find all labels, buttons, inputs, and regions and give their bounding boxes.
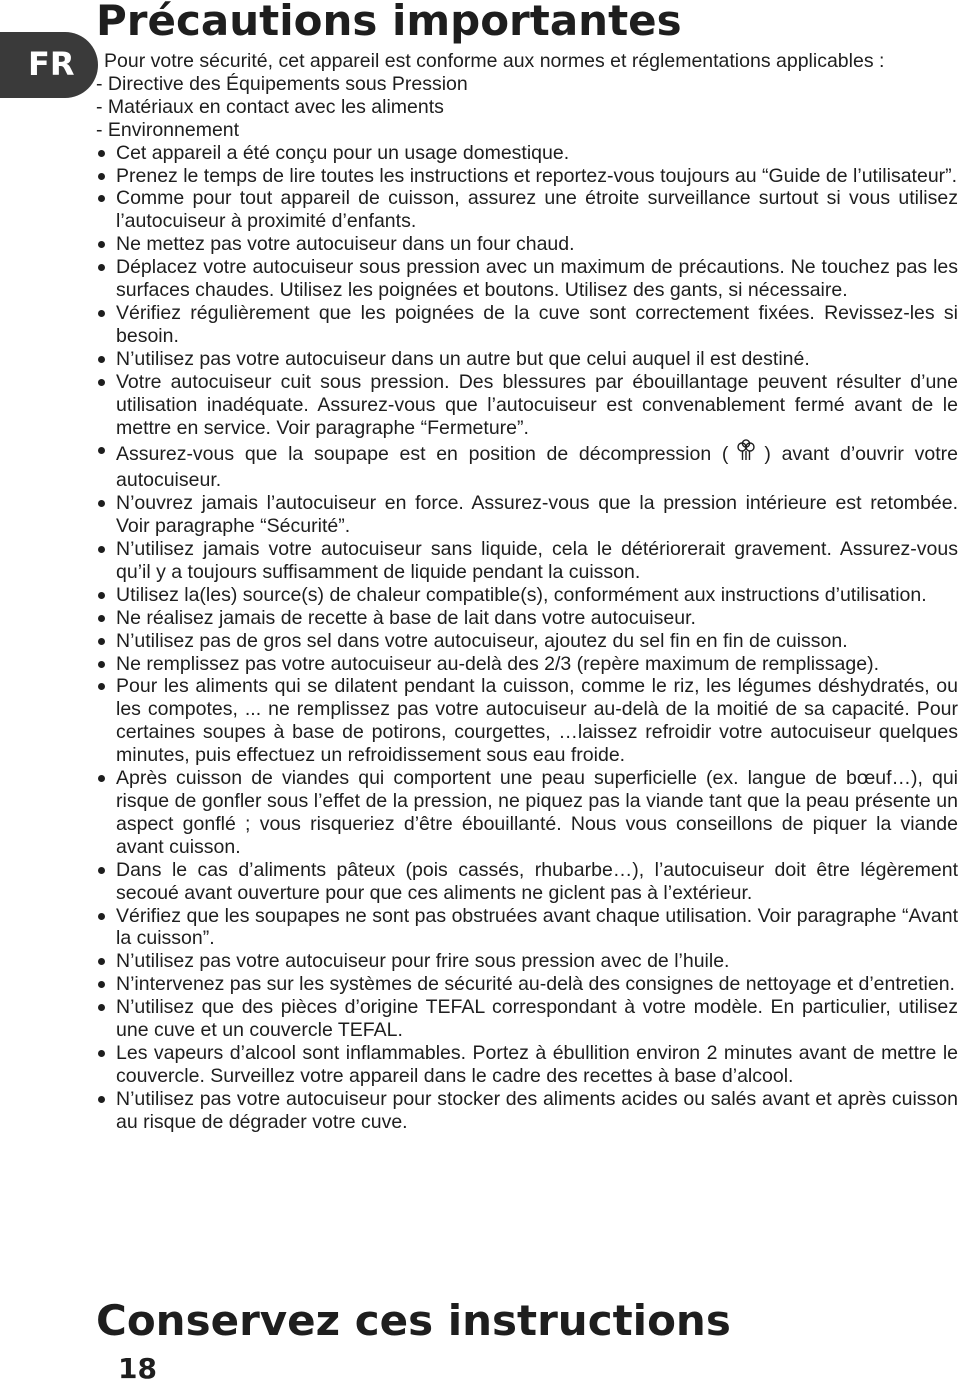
list-item: Vérifiez régulièrement que les poignées de la cuve sont correctement fixées. Revissez-les si besoin. <box>96 302 958 348</box>
language-tab-label: FR <box>28 45 75 83</box>
steam-release-icon <box>734 439 758 469</box>
language-tab <box>0 32 98 98</box>
list-item: Ne remplissez pas votre autocuiseur au-delà des 2/3 (repère maximum de remplissage). <box>96 653 958 676</box>
page-number: 18 <box>118 1352 157 1385</box>
document-body <box>96 50 958 1134</box>
list-item: Votre autocuiseur cuit sous pression. Des blessures par ébouillantage peuvent résulter d’une utilisation inadéquate. Assurez-vous que l’autocuiseur est convenablement fermé avant de le mettre en service. Voir paragraphe “Fermeture”. <box>96 371 958 440</box>
list-item: Comme pour tout appareil de cuisson, assurez une étroite surveillance surtout si vous utilisez l’autocuiseur à proximité d’enfants. <box>96 187 958 233</box>
valve-text-after: ) avant d’ouvrir votre autocuiseur. <box>116 443 958 492</box>
list-item: Ne réalisez jamais de recette à base de lait dans votre autocuiseur. <box>96 607 958 630</box>
valve-text-before: Assurez-vous que la soupape est en position de décompression ( <box>116 443 729 466</box>
list-item: N’intervenez pas sur les systèmes de sécurité au-delà des consignes de nettoyage et d’entretien. <box>96 973 958 996</box>
compliance-lead: Pour votre sécurité, cet appareil est conforme aux normes et réglementations applicables : <box>104 50 885 72</box>
list-item: Utilisez la(les) source(s) de chaleur compatible(s), conformément aux instructions d’utilisation. <box>96 584 958 607</box>
compliance-item-materials: - Matériaux en contact avec les aliments <box>96 95 444 118</box>
list-item-valve <box>96 439 958 492</box>
list-item: N’utilisez pas votre autocuiseur pour frire sous pression avec de l’huile. <box>96 950 958 973</box>
list-item: N’utilisez que des pièces d’origine TEFAL correspondant à votre modèle. En particulier, utilisez une cuve et un couvercle TEFAL. <box>96 996 958 1042</box>
list-item: N’ouvrez jamais l’autocuiseur en force. Assurez-vous que la pression intérieure est retombée. Voir paragraphe “Sécurité”. <box>96 492 958 538</box>
list-item: Après cuisson de viandes qui comportent une peau superficielle (ex. langue de bœuf…), qui risque de gonfler sous l’effet de la pression, ne piquez pas la viande tant que la peau présente un aspect gonflé ; vous risqueriez d’être ébouillanté. Nous vous conseillons de piquer la viande avant cuisson. <box>96 767 958 859</box>
page-title: Précautions importantes <box>96 0 682 45</box>
list-item: N’utilisez pas de gros sel dans votre autocuiseur, ajoutez du sel fin en fin de cuisson. <box>96 630 958 653</box>
list-item: Les vapeurs d’alcool sont inflammables. Portez à ébullition environ 2 minutes avant de mettre le couvercle. Surveillez votre appareil dans le cadre des recettes à base d’alcool. <box>96 1042 958 1088</box>
list-item: N’utilisez jamais votre autocuiseur sans liquide, cela le détériorerait gravement. Assurez-vous qu’il y a toujours suffisamment de liquide pendant la cuisson. <box>96 538 958 584</box>
list-item: N’utilisez pas votre autocuiseur dans un autre but que celui auquel il est destiné. <box>96 348 958 371</box>
list-item: Dans le cas d’aliments pâteux (pois cassés, rhubarbe…), l’autocuiseur doit être légèrement secoué avant ouverture pour que ces aliments ne giclent pas à l’extérieur. <box>96 859 958 905</box>
list-item: Cet appareil a été conçu pour un usage domestique. <box>96 142 958 165</box>
footer-title: Conservez ces instructions <box>96 1296 731 1345</box>
list-item: N’utilisez pas votre autocuiseur pour stocker des aliments acides ou salés avant et après cuisson au risque de dégrader votre cuve. <box>96 1088 958 1134</box>
compliance-item-environment: - Environnement <box>96 118 240 141</box>
precautions-list <box>96 142 958 1134</box>
compliance-item-pressure: - Directive des Équipements sous Pression <box>96 72 468 95</box>
compliance-intro <box>96 50 958 142</box>
list-item: Vérifiez que les soupapes ne sont pas obstruées avant chaque utilisation. Voir paragraphe “Avant la cuisson”. <box>96 905 958 951</box>
list-item: Prenez le temps de lire toutes les instructions et reportez-vous toujours au “Guide de l’utilisateur”. <box>96 165 958 188</box>
list-item: Pour les aliments qui se dilatent pendant la cuisson, comme le riz, les légumes déshydratés, ou les compotes, ... ne remplissez pas votre autocuiseur au-delà de la moitié de sa capacité. Pour certaines soupes à base de potirons, courgettes, …laissez refroidir votre autocuiseur quelques minutes, puis effectuez un refroidissement sous eau froide. <box>96 675 958 767</box>
list-item: Ne mettez pas votre autocuiseur dans un four chaud. <box>96 233 958 256</box>
list-item: Déplacez votre autocuiseur sous pression avec un maximum de précautions. Ne touchez pas les surfaces chaudes. Utilisez les poignées et boutons. Utilisez des gants, si nécessaire. <box>96 256 958 302</box>
